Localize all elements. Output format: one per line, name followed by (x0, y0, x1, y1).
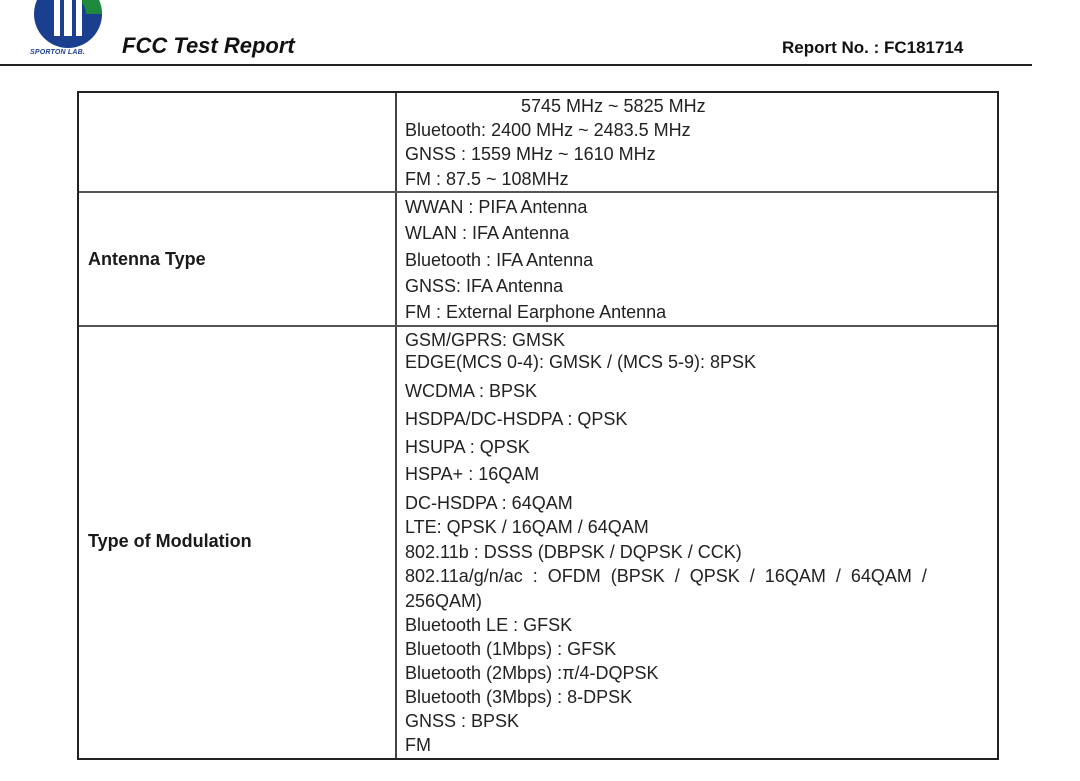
table-cell-line: LTE: QPSK / 16QAM / 64QAM (405, 517, 649, 537)
row-divider (79, 191, 997, 193)
table-cell-line: GNSS : 1559 MHz ~ 1610 MHz (405, 144, 656, 164)
table-cell-line: EDGE(MCS 0-4): GMSK / (MCS 5-9): 8PSK (405, 352, 757, 372)
table-cell-line: Bluetooth (1Mbps) : GFSK (405, 639, 617, 659)
column-divider (395, 93, 397, 758)
row-divider (79, 325, 997, 327)
logo-text: SPORTON LAB. (30, 49, 86, 56)
table-cell-line: WLAN : IFA Antenna (405, 223, 570, 243)
table-cell-line: FM : External Earphone Antenna (405, 302, 667, 322)
table-cell-line: 802.11b : DSSS (DBPSK / DQPSK / CCK) (405, 542, 742, 562)
table-cell-line: Bluetooth (3Mbps) : 8-DPSK (405, 687, 633, 707)
table-cell-line: HSUPA : QPSK (405, 437, 530, 457)
sporton-logo-icon (28, 0, 108, 54)
table-cell-line: 5745 MHz ~ 5825 MHz (521, 96, 706, 116)
table-cell-line: HSDPA/DC-HSDPA : QPSK (405, 409, 628, 429)
table-cell-line: 802.11a/g/n/ac : OFDM (BPSK / QPSK / 16QAM / 64QAM / (405, 566, 927, 586)
table-cell-line: FM (405, 735, 431, 755)
table-cell-line: GNSS: IFA Antenna (405, 276, 564, 296)
report-title: FCC Test Report (122, 33, 295, 58)
header-rule (0, 64, 1032, 66)
table-cell-line: Bluetooth: 2400 MHz ~ 2483.5 MHz (405, 120, 691, 140)
table-cell-line: Bluetooth : IFA Antenna (405, 250, 594, 270)
table-cell-line: 256QAM) (405, 591, 483, 611)
report-number: Report No. : FC181714 (782, 38, 964, 57)
spec-table (77, 91, 999, 760)
table-cell-line: WCDMA : BPSK (405, 381, 538, 401)
table-cell-line: Bluetooth LE : GFSK (405, 615, 573, 635)
row-label-type-of-modulation: Type of Modulation (88, 531, 252, 551)
table-cell-line: GNSS : BPSK (405, 711, 520, 731)
row-label-antenna-type: Antenna Type (88, 249, 206, 269)
table-cell-line: FM : 87.5 ~ 108MHz (405, 169, 569, 189)
table-cell-line: GSM/GPRS: GMSK (405, 330, 566, 350)
table-cell-line: HSPA+ : 16QAM (405, 464, 540, 484)
table-cell-line: DC-HSDPA : 64QAM (405, 493, 573, 513)
table-cell-line: Bluetooth (2Mbps) :π/4-DQPSK (405, 663, 659, 683)
table-cell-line: WWAN : PIFA Antenna (405, 197, 588, 217)
